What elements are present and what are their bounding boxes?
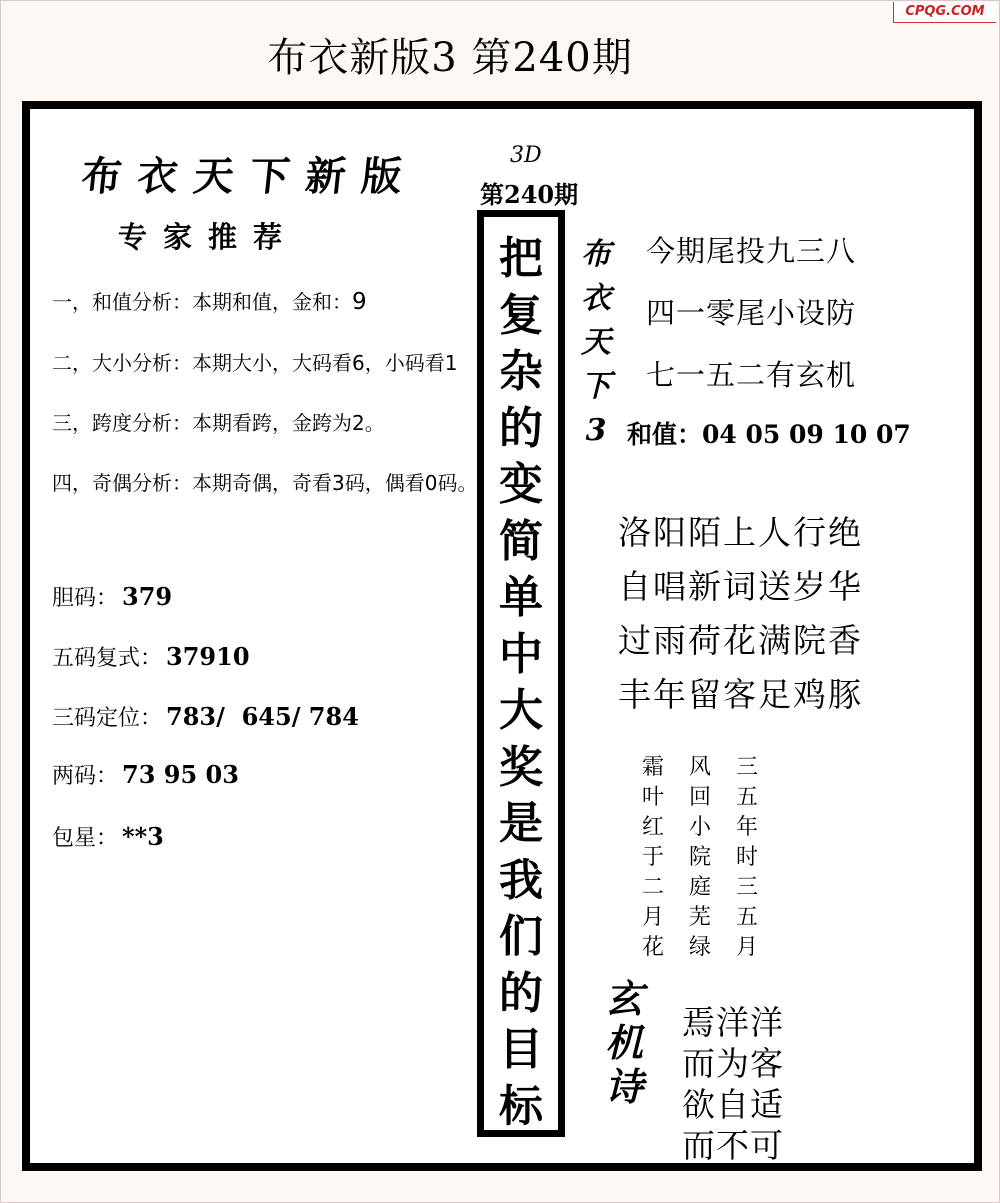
tip-label: 五码复式： [52,646,163,671]
analysis-label: 一，和值分析：本期和值，金和： [52,290,352,314]
tip-label: 三码定位： [52,706,163,731]
slogan-char: 大 [499,685,543,736]
vertical-brand-char: 天 [581,325,611,360]
analysis-label: 二，大小分析：本期大小，大码看6，小码看1 [52,351,458,375]
tip-value: **3 [122,822,164,851]
grid-poem-char: 小 [689,815,712,840]
slogan-char: 的 [499,967,543,1019]
slogan-char: 把 [499,233,543,284]
riddle-label-char: 机 [604,1020,643,1065]
grid-poem-char: 绿 [689,935,712,960]
grid-poem-char: 叶 [642,785,665,810]
tip-row-three [52,701,359,732]
sum-row [627,415,911,451]
tip-value: 783/ 645/ 784 [166,702,359,731]
slogan-char: 简 [499,515,543,567]
riddle-label [600,977,648,1109]
analysis-row-size [52,347,457,376]
page-title: 布衣新版3 第240期 [267,35,633,81]
tail-line: 七一五二有玄机 [646,358,857,392]
slogan-char: 奖 [499,741,543,793]
analysis-row-sum [52,286,367,315]
slogan-column [484,231,558,1135]
slogan-box [477,210,565,1137]
slogan-char: 变 [499,459,543,510]
slogan-char: 杂 [499,346,543,397]
tip-label: 胆码： [52,586,119,611]
sum-values: 04 05 09 10 07 [702,420,911,449]
grid-poem-char: 三 [736,755,759,780]
tip-value: 73 95 03 [122,760,239,789]
grid-poem [642,750,783,960]
slogan-char: 们 [499,911,543,962]
grid-poem-char: 五 [736,785,759,810]
sum-label: 和值： [627,420,703,449]
site-watermark[interactable]: CPQG.COM [893,2,996,23]
issue-3d-label: 3D [510,143,542,168]
grid-poem-char: 庭 [689,875,712,900]
grid-poem-char: 院 [689,845,712,870]
riddle-label-char: 玄 [604,976,643,1021]
slogan-char: 标 [499,1080,543,1132]
analysis-value: 9 [352,289,367,315]
vertical-brand-char: 3 [585,413,607,448]
riddle-line: 焉洋洋 [682,1003,784,1042]
vertical-brand-char: 衣 [581,281,611,316]
grid-poem-char: 风 [689,755,712,780]
grid-poem-char: 芜 [689,905,712,930]
tip-row-star [52,821,164,852]
slogan-char: 中 [499,628,543,680]
tip-label: 包星： [52,826,119,851]
grid-poem-char: 霜 [642,755,665,780]
vertical-brand [576,233,616,453]
analysis-label: 四，奇偶分析：本期奇偶，奇看3码，偶看0码。 [52,471,478,495]
tip-value: 37910 [166,642,250,671]
tip-row-two [52,759,239,790]
analysis-label: 三，跨度分析：本期看跨，金跨为2。 [52,411,385,435]
riddle-line: 欲自适 [682,1085,784,1124]
grid-poem-char: 年 [736,815,759,840]
issue-number: 第240期 [480,180,579,209]
analysis-row-parity [52,467,477,496]
grid-poem-char: 于 [642,845,665,870]
grid-poem-char: 二 [642,875,665,900]
analysis-row-span [52,407,385,436]
slogan-char: 单 [499,572,543,623]
poem-line: 过雨荷花满院香 [618,621,863,660]
slogan-char: 是 [499,798,543,849]
grid-poem-char: 三 [736,875,759,900]
tip-value: 379 [122,582,173,611]
content-frame [22,101,982,1171]
riddle-label-char: 诗 [604,1064,643,1109]
slogan-char: 复 [499,289,543,341]
slogan-char: 我 [499,854,543,906]
vertical-brand-char: 下 [581,369,611,404]
riddle-line: 而为客 [682,1044,784,1083]
grid-poem-char: 红 [642,815,665,840]
slogan-char: 的 [499,402,543,454]
tip-row-dan [52,581,172,612]
grid-poem-char: 月 [736,935,759,960]
grid-poem-char: 月 [642,905,665,930]
poem-line: 洛阳陌上人行绝 [618,513,863,552]
poem-line: 自唱新词送岁华 [618,567,863,606]
main-title: 布衣天下新版 [79,153,421,200]
tail-line: 四一零尾小设防 [646,296,857,330]
grid-poem-char: 回 [689,785,712,810]
tip-label: 两码： [52,764,119,789]
riddle-line: 而不可 [682,1126,784,1165]
grid-poem-char: 五 [736,905,759,930]
slogan-char: 目 [499,1024,543,1075]
tip-row-five [52,641,250,672]
vertical-brand-char: 布 [581,237,611,272]
sub-title: 专家推荐 [118,220,299,254]
grid-poem-char: 时 [736,845,759,870]
grid-poem-char: 花 [642,935,665,960]
tail-line: 今期尾投九三八 [646,234,857,268]
poem-line: 丰年留客足鸡豚 [618,675,863,714]
